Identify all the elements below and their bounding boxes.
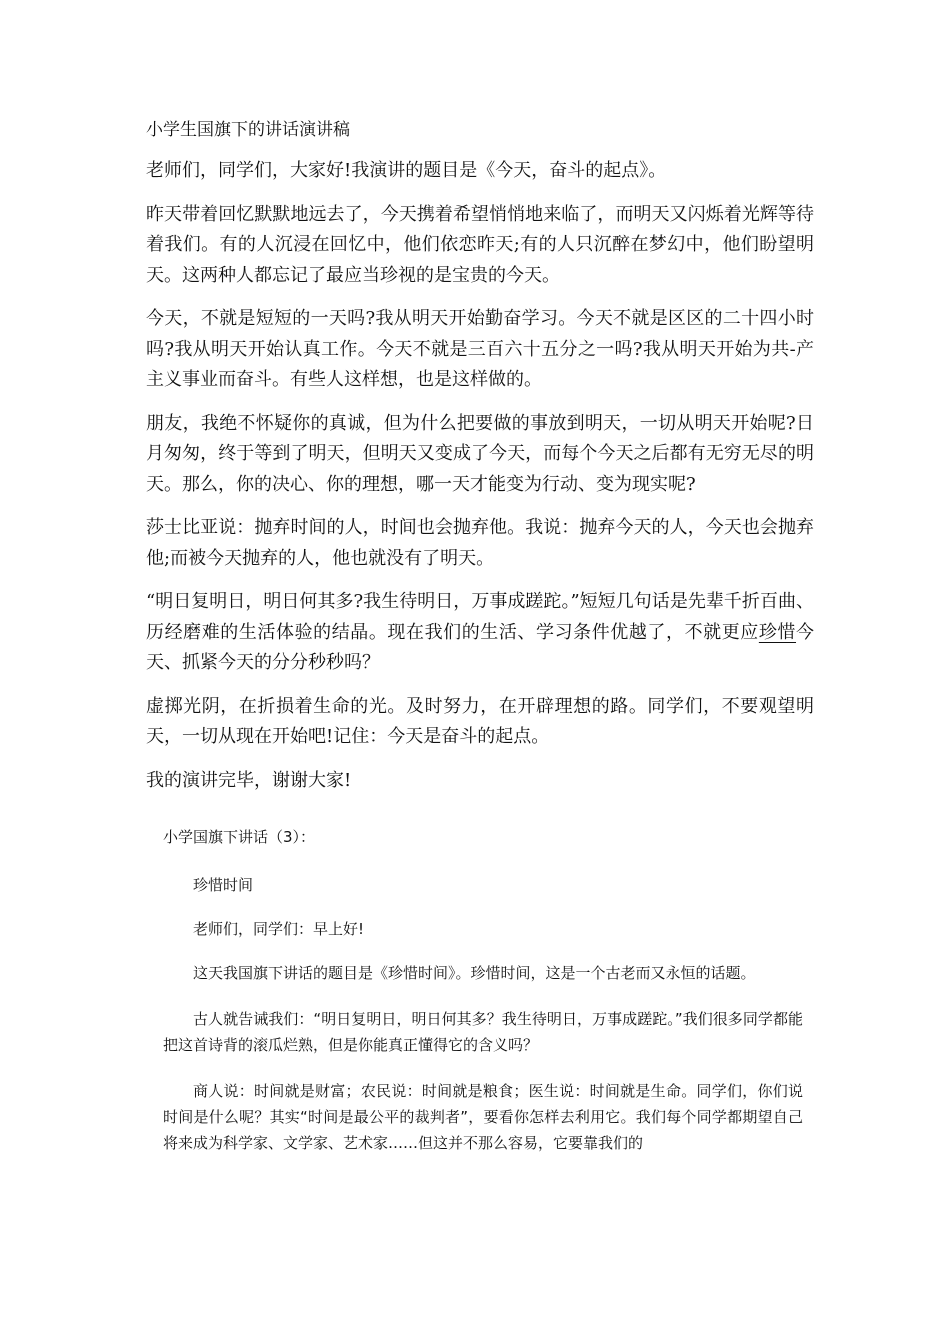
speech-2-subtitle: 珍惜时间 bbox=[193, 876, 254, 894]
speech-2 bbox=[163, 824, 803, 1176]
paragraph-6-text-end: 今天、抓紧今天的分分秒秒吗？ bbox=[146, 621, 815, 673]
speech-2-paragraph-2: 古人就告诫我们：“明日复明日，明日何其多？我生待明日，万事成蹉跎。”我们很多同学都能把这首诗背的滚瓜烂熟，但是你能真正懂得它的含义吗？ bbox=[163, 1010, 803, 1054]
speech-2-greeting: 老师们，同学们：早上好! bbox=[193, 920, 365, 938]
speech-1-paragraph-2: 昨天带着回忆默默地远去了，今天携着希望悄悄地来临了，而明天又闪烁着光辉等待着我们。有的人沉浸在回忆中，他们依恋昨天;有的人只沉醉在梦幻中，他们盼望明天。这两种人都忘记了最应当珍视的是宝贵的今天。 bbox=[146, 203, 814, 286]
paragraph-6-text-start: “明日复明日，明日何其多?我生待明日，万事成蹉跎。”短短几句话是先辈千折百曲、历经磨难的生活体验的结晶。现在我们的生活、学习条件优越了，不就更应 bbox=[146, 591, 814, 643]
speech-1-closing: 我的演讲完毕，谢谢大家! bbox=[146, 769, 352, 791]
speech-1-paragraph-4: 朋友，我绝不怀疑你的真诚，但为什么把要做的事放到明天，一切从明天开始呢?日月匆匆，终于等到了明天，但明天又变成了今天，而每个今天之后都有无穷无尽的明天。那么，你的决心、你的理想，哪一天才能变为行动、变为现实呢? bbox=[146, 412, 814, 495]
speech-2-paragraph-3: 商人说：时间就是财富；农民说：时间就是粮食；医生说：时间就是生命。同学们，你们说时间是什么呢？其实“时间是最公平的裁判者”，要看你怎样去利用它。我们每个同学都期望自己将来成为科学家、文学家、艺术家……但这并不那么容易，它要靠我们的 bbox=[163, 1082, 803, 1152]
underlined-word: 珍惜 bbox=[758, 621, 797, 643]
speech-1 bbox=[146, 116, 814, 809]
speech-1-paragraph-1: 老师们，同学们，大家好!我演讲的题目是《今天，奋斗的起点》。 bbox=[146, 160, 667, 181]
speech-1-paragraph-6 bbox=[146, 587, 814, 679]
speech-1-paragraph-3: 今天，不就是短短的一天吗?我从明天开始勤奋学习。今天不就是区区的二十四小时吗?我从明天开始认真工作。今天不就是三百六十五分之一吗?我从明天开始为共-产主义事业而奋斗。有些人这样想，也是这样做的。 bbox=[146, 308, 814, 390]
speech-2-title: 小学国旗下讲话（3）： bbox=[163, 828, 316, 846]
speech-1-paragraph-5: 莎士比亚说：抛弃时间的人，时间也会抛弃他。我说：抛弃今天的人，今天也会抛弃他;而被今天抛弃的人，他也就没有了明天。 bbox=[146, 517, 814, 569]
speech-2-paragraph-1: 这天我国旗下讲话的题目是《珍惜时间》。珍惜时间，这是一个古老而又永恒的话题。 bbox=[193, 964, 756, 982]
speech-1-paragraph-7: 虚掷光阴，在折损着生命的光。及时努力，在开辟理想的路。同学们，不要观望明天，一切从现在开始吧!记住：今天是奋斗的起点。 bbox=[146, 695, 814, 747]
speech-1-title: 小学生国旗下的讲话演讲稿 bbox=[146, 120, 350, 140]
